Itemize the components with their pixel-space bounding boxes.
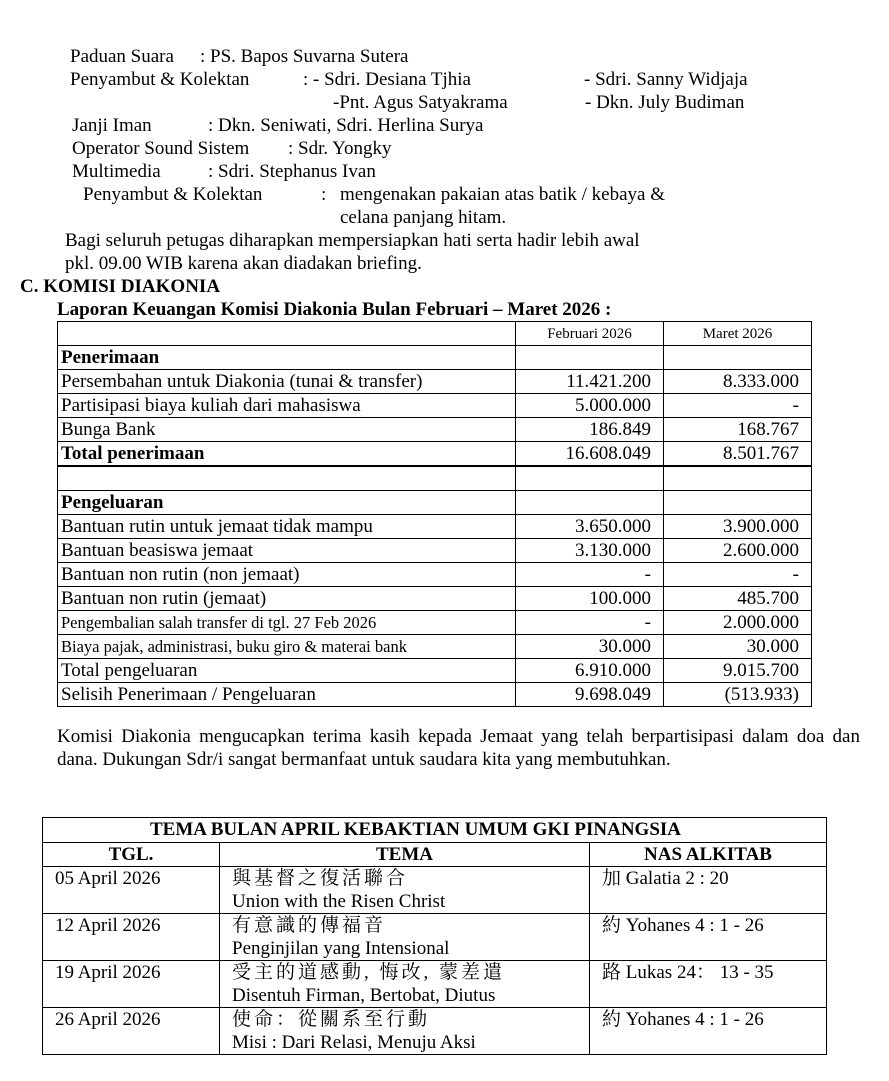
total-pengeluaran-label: Total pengeluaran xyxy=(58,659,516,683)
table-row xyxy=(58,418,812,442)
row-mar: 8.333.000 xyxy=(664,370,812,394)
row-mar: 3.900.000 xyxy=(664,515,812,539)
dresscode-line2: celana panjang hitam. xyxy=(340,207,507,228)
nas-chinese: 加 xyxy=(602,868,622,889)
tema-header-tgl: TGL. xyxy=(43,843,220,867)
row-label: Persembahan untuk Diakonia (tunai & transfer) xyxy=(58,370,516,394)
table-row xyxy=(58,587,812,611)
total-pengeluaran-mar: 9.015.700 xyxy=(664,659,812,683)
total-penerimaan-label: Total penerimaan xyxy=(58,442,516,467)
multimedia-value: : Sdri. Stephanus Ivan xyxy=(208,161,376,182)
total-penerimaan-mar: 8.501.767 xyxy=(664,442,812,467)
row-feb: 5.000.000 xyxy=(516,394,664,418)
tema-chinese: 使命：從關系至行動 xyxy=(232,1009,431,1030)
penyambut-label: Penyambut & Kolektan xyxy=(70,69,250,90)
tema-header-row xyxy=(43,843,827,867)
nas-chinese: 約 xyxy=(602,915,622,936)
operator-label: Operator Sound Sistem xyxy=(72,138,250,159)
selisih-feb: 9.698.049 xyxy=(516,683,664,707)
row-mar: 168.767 xyxy=(664,418,812,442)
row-mar: 2.000.000 xyxy=(664,611,812,635)
dresscode-line1: mengenakan pakaian atas batik / kebaya & xyxy=(340,184,665,205)
janji-iman-label: Janji Iman xyxy=(72,115,152,136)
nas-reference: Galatia 2 : 20 xyxy=(625,868,729,889)
row-label: Bantuan rutin untuk jemaat tidak mampu xyxy=(58,515,516,539)
nas-chinese: 路 xyxy=(602,962,622,983)
operator-value: : Sdr. Yongky xyxy=(288,138,392,159)
note-line2: pkl. 09.00 WIB karena akan diadakan briefing. xyxy=(65,253,422,274)
row-label: Bantuan non rutin (non jemaat) xyxy=(58,563,516,587)
selisih-row xyxy=(58,683,812,707)
pengeluaran-heading: Pengeluaran xyxy=(58,491,516,515)
penerimaan-heading-row xyxy=(58,346,812,370)
nas-reference: Yohanes 4 : 1 - 26 xyxy=(625,915,764,936)
tema-chinese: 有意識的傳福音 xyxy=(232,915,387,936)
row-mar: - xyxy=(664,563,812,587)
row-feb: 186.849 xyxy=(516,418,664,442)
finance-header-blank xyxy=(58,322,516,346)
tema-title-row xyxy=(43,818,827,843)
row-feb: 30.000 xyxy=(516,635,664,659)
tema-header-tema: TEMA xyxy=(220,843,590,867)
tema-row xyxy=(43,1008,827,1055)
penyambut-line1-left: : - Sdri. Desiana Tjhia xyxy=(303,69,471,90)
row-feb: 3.650.000 xyxy=(516,515,664,539)
row-mar: 30.000 xyxy=(664,635,812,659)
tema-row xyxy=(43,961,827,1008)
row-label: Partisipasi biaya kuliah dari mahasiswa xyxy=(58,394,516,418)
penerimaan-heading: Penerimaan xyxy=(58,346,516,370)
tema-indonesian: Penginjilan yang Intensional xyxy=(232,938,450,959)
table-row xyxy=(58,611,812,635)
col-header-februari: Februari 2026 xyxy=(516,322,664,346)
tema-indonesian: Misi : Dari Relasi, Menuju Aksi xyxy=(232,1032,476,1053)
paduan-suara-value: : PS. Bapos Suvarna Sutera xyxy=(200,46,409,67)
dresscode-colon: : xyxy=(321,184,327,205)
tema-table xyxy=(42,817,827,1055)
tema-chinese: 與基督之復活聯合 xyxy=(232,868,409,889)
total-penerimaan-feb: 16.608.049 xyxy=(516,442,664,467)
total-pengeluaran-feb: 6.910.000 xyxy=(516,659,664,683)
row-feb: 3.130.000 xyxy=(516,539,664,563)
penyambut-line2-left: -Pnt. Agus Satyakrama xyxy=(333,92,508,113)
table-row xyxy=(58,370,812,394)
row-feb: 11.421.200 xyxy=(516,370,664,394)
table-row xyxy=(58,539,812,563)
tema-date: 12 April 2026 xyxy=(43,914,220,961)
row-label: Biaya pajak, administrasi, buku giro & materai bank xyxy=(58,635,516,659)
note-line1: Bagi seluruh petugas diharapkan mempersiapkan hati serta hadir lebih awal xyxy=(65,230,640,251)
table-row xyxy=(58,635,812,659)
selisih-mar: (513.933) xyxy=(664,683,812,707)
finance-header-row xyxy=(58,322,812,346)
tema-title: TEMA BULAN APRIL KEBAKTIAN UMUM GKI PINANGSIA xyxy=(43,818,827,843)
finance-table xyxy=(57,321,812,707)
penyambut-line2-right: - Dkn. July Budiman xyxy=(585,92,745,113)
section-heading: C. KOMISI DIAKONIA xyxy=(20,276,221,297)
tema-indonesian: Disentuh Firman, Bertobat, Diutus xyxy=(232,985,496,1006)
paduan-suara-label: Paduan Suara xyxy=(70,46,174,67)
row-mar: 485.700 xyxy=(664,587,812,611)
tema-date: 05 April 2026 xyxy=(43,867,220,914)
row-label: Bunga Bank xyxy=(58,418,516,442)
row-feb: - xyxy=(516,563,664,587)
row-feb: - xyxy=(516,611,664,635)
table-row xyxy=(58,515,812,539)
penyambut-line1-right: - Sdri. Sanny Widjaja xyxy=(584,69,748,90)
tema-indonesian: Union with the Risen Christ xyxy=(232,891,446,912)
row-label: Bantuan beasiswa jemaat xyxy=(58,539,516,563)
nas-reference: Yohanes 4 : 1 - 26 xyxy=(625,1009,764,1030)
row-label: Pengembalian salah transfer di tgl. 27 Feb 2026 xyxy=(58,611,516,635)
tema-row xyxy=(43,867,827,914)
tema-date: 26 April 2026 xyxy=(43,1008,220,1055)
total-pengeluaran-row xyxy=(58,659,812,683)
tema-date: 19 April 2026 xyxy=(43,961,220,1008)
row-label: Bantuan non rutin (jemaat) xyxy=(58,587,516,611)
table-row xyxy=(58,394,812,418)
col-header-maret: Maret 2026 xyxy=(664,322,812,346)
nas-reference: Lukas 24： 13 - 35 xyxy=(625,962,774,983)
total-penerimaan-row xyxy=(58,442,812,467)
nas-chinese: 約 xyxy=(602,1009,622,1030)
row-mar: 2.600.000 xyxy=(664,539,812,563)
thanks-paragraph: Komisi Diakonia mengucapkan terima kasih kepada Jemaat yang telah berpartisipasi dalam doa dan dana. Dukungan Sdr/i sangat bermanfaat untuk saudara kita yang membutuhkan. xyxy=(57,726,860,770)
tema-chinese: 受主的道感動, 悔改, 蒙差遣 xyxy=(232,962,506,983)
tema-header-nas: NAS ALKITAB xyxy=(590,843,827,867)
tema-row xyxy=(43,914,827,961)
janji-iman-value: : Dkn. Seniwati, Sdri. Herlina Surya xyxy=(208,115,484,136)
table-row xyxy=(58,563,812,587)
pengeluaran-heading-row xyxy=(58,491,812,515)
blank-row xyxy=(58,466,812,491)
report-title: Laporan Keuangan Komisi Diakonia Bulan Februari – Maret 2026 : xyxy=(57,299,612,320)
row-mar: - xyxy=(664,394,812,418)
dresscode-label: Penyambut & Kolektan xyxy=(83,184,263,205)
row-feb: 100.000 xyxy=(516,587,664,611)
selisih-label: Selisih Penerimaan / Pengeluaran xyxy=(58,683,516,707)
multimedia-label: Multimedia xyxy=(72,161,161,182)
